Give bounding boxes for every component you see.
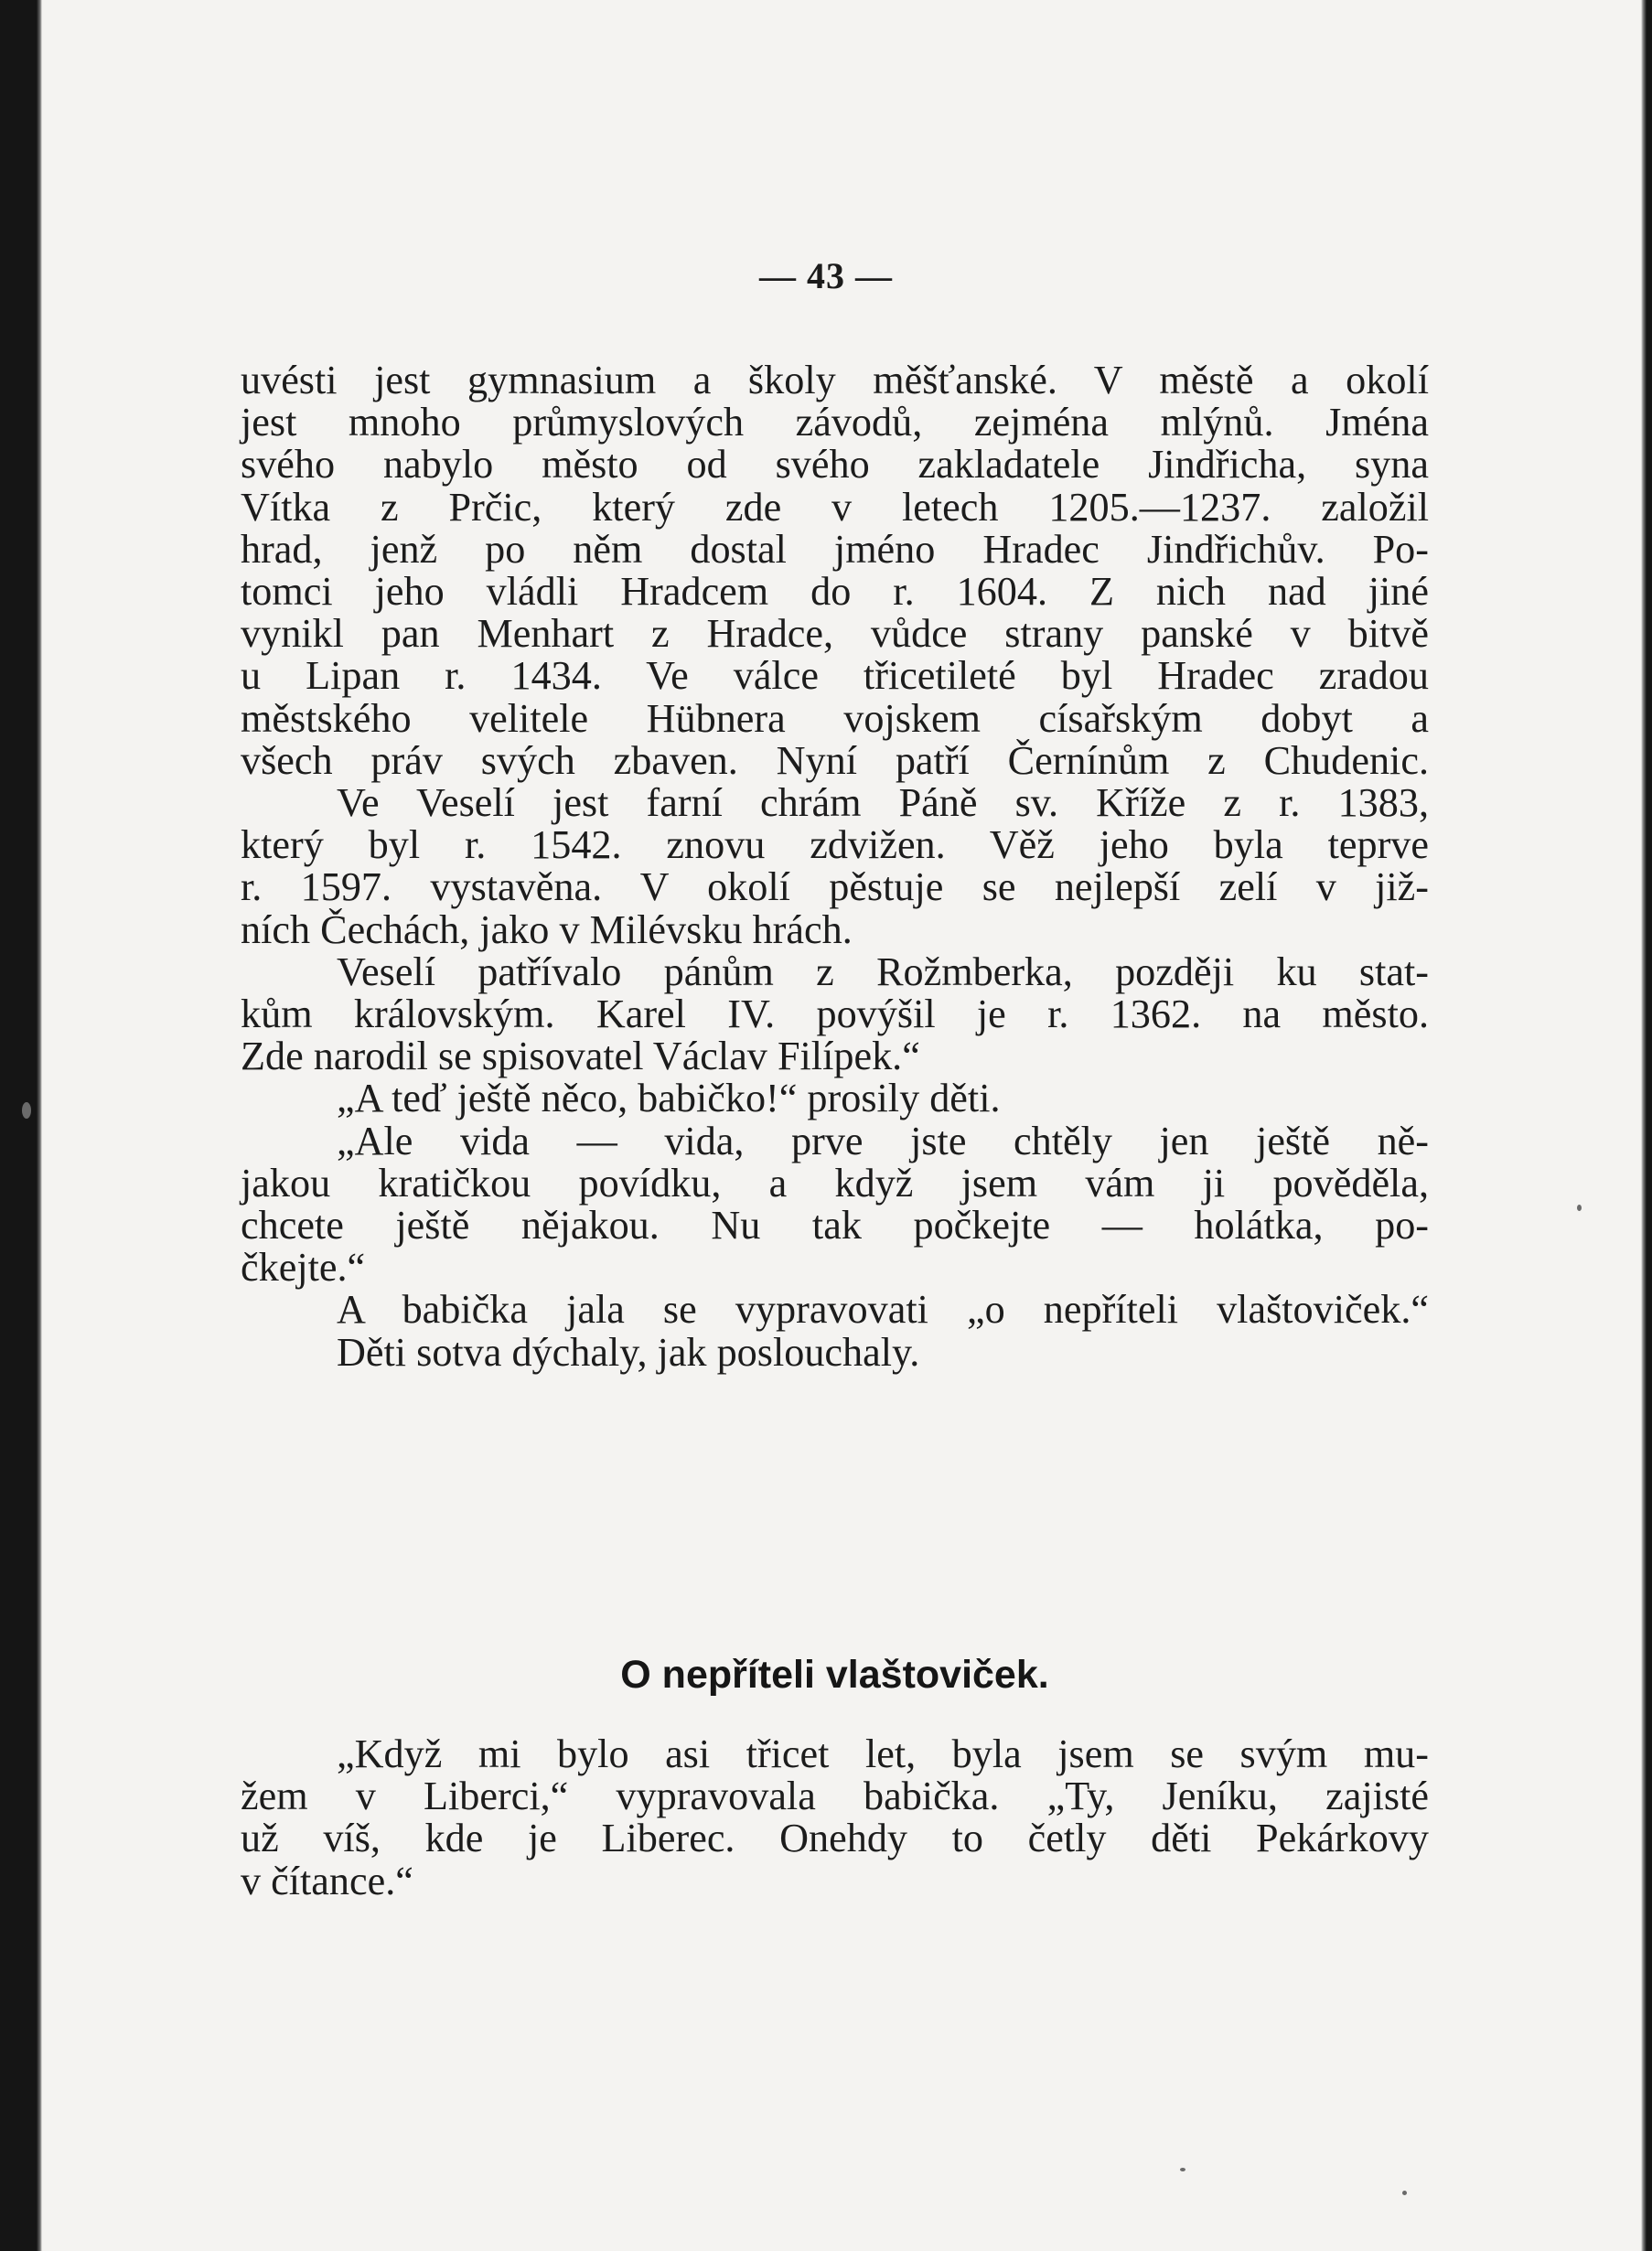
text-line: čkejte.“ [241, 1245, 366, 1291]
text-line: „Ale vida — vida, prve jste chtěly jen ještě ně- [337, 1118, 1429, 1163]
text-line: „Když mi bylo asi třicet let, byla jsem se svým mu- [337, 1731, 1429, 1776]
text-line: „A teď ještě něco, babičko!“ prosily děti. [337, 1076, 1001, 1121]
page-edge-shadow [1641, 0, 1652, 2251]
print-speck [22, 1102, 31, 1119]
text-line: tomci jeho vládli Hradcem do r. 1604. Z nich nad jiné [241, 569, 1429, 615]
text-line: kům královským. Karel IV. povýšil je r. 1362. na město. [241, 992, 1429, 1037]
text-line: žem v Liberci,“ vypravovala babička. „Ty, Jeníku, zajisté [241, 1774, 1429, 1819]
book-spine-shadow [0, 0, 42, 2251]
text-line: u Lipan r. 1434. Ve válce třicetileté byl Hradec zradou [241, 653, 1429, 699]
text-line: Vítka z Prčic, který zde v letech 1205.—1237. založil [241, 484, 1429, 530]
text-line: jest mnoho průmyslových závodů, zejména mlýnů. Jména [241, 400, 1429, 445]
print-speck [1577, 1205, 1582, 1211]
text-line: ních Čechách, jako v Milévsku hrách. [241, 906, 853, 952]
text-line: r. 1597. vystavěna. V okolí pěstuje se nejlepší zelí v již- [241, 864, 1429, 910]
text-line: Ve Veselí jest farní chrám Páně sv. Kříže z r. 1383, [337, 780, 1429, 826]
text-line: uvésti jest gymnasium a školy měšťanské. V městě a okolí [241, 358, 1429, 402]
text-line: hrad, jenž po něm dostal jméno Hradec Jindřichův. Po- [241, 526, 1429, 572]
text-line: už víš, kde je Liberec. Onehdy to četly děti Pekárkovy [241, 1816, 1429, 1861]
text-line: vynikl pan Menhart z Hradce, vůdce strany panské v bitvě [241, 611, 1429, 657]
text-line: který byl r. 1542. znovu zdvižen. Věž jeho byla teprve [241, 822, 1429, 868]
text-line: městského velitele Hübnera vojskem císařským dobyt a [241, 695, 1429, 741]
chapter-heading: O nepříteli vlaštoviček. [620, 1653, 1049, 1697]
text-line: Veselí patřívalo pánům z Rožmberka, později ku stat- [337, 949, 1429, 994]
chapter-opening-text [241, 1733, 1429, 1903]
page-number: — 43 — [759, 255, 893, 296]
text-line: chcete ještě nějakou. Nu tak počkejte — holátka, po- [241, 1203, 1429, 1249]
text-line: Zde narodil se spisovatel Václav Filípek.“ [241, 1034, 920, 1079]
text-line: Děti sotva dýchaly, jak poslouchaly. [337, 1329, 920, 1375]
text-line: A babička jala se vypravovati „o nepříteli vlaštoviček.“ [337, 1287, 1429, 1333]
print-speck [1402, 2191, 1407, 2195]
text-line: svého nabylo město od svého zakladatele Jindřicha, syna [241, 442, 1429, 488]
text-line: jakou kratičkou povídku, a když jsem vám ji pověděla, [241, 1160, 1429, 1206]
body-text-section [241, 359, 1429, 1374]
print-speck [1180, 2168, 1185, 2171]
text-line: všech práv svých zbaven. Nyní patří Černínům z Chudenic. [241, 737, 1429, 783]
text-line: v čítance.“ [241, 1858, 413, 1903]
